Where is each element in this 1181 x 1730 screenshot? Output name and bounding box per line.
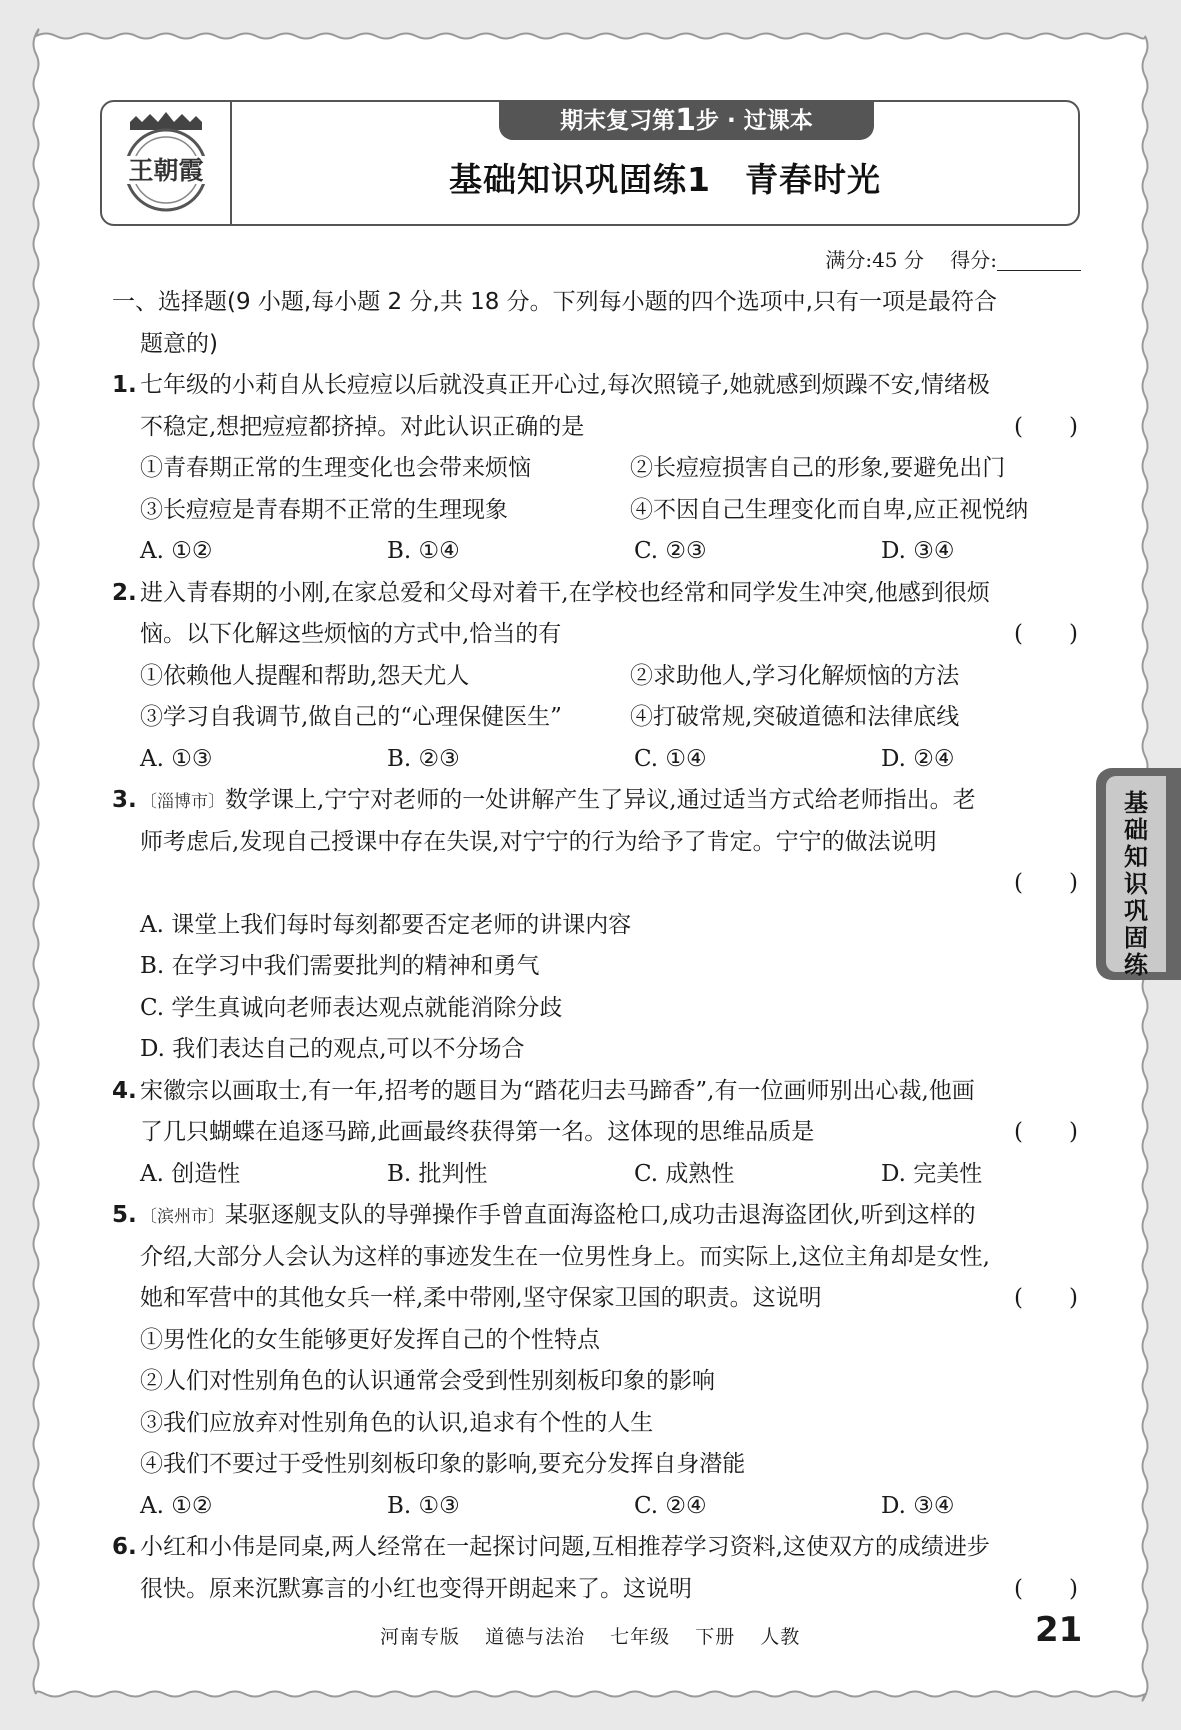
statement: ①男性化的女生能够更好发挥自己的个性特点 <box>140 1326 600 1353</box>
footer-volume: 下册 <box>695 1626 736 1648</box>
full-score: 满分:45 分 <box>825 248 924 272</box>
region-tag: 〔淄博市〕 <box>140 792 225 812</box>
answer-paren[interactable]: ( ) <box>1014 1575 1078 1602</box>
side-tab-char: 基 <box>1124 789 1148 817</box>
question-number: 1. <box>112 372 137 398</box>
footer <box>380 1622 818 1649</box>
step-prefix: 期末复习第 <box>560 108 676 134</box>
answer-paren[interactable]: ( ) <box>1014 1119 1078 1145</box>
side-tab-char: 巩 <box>1124 897 1148 925</box>
question-1-statements <box>112 448 1080 490</box>
question-number: 4. <box>112 1077 137 1104</box>
question-text: 某驱逐舰支队的导弹操作手曾直面海盗枪口,成功击退海盗团伙,听到这样的 <box>225 1202 976 1228</box>
option-d[interactable]: D. 我们表达自己的观点,可以不分场合 <box>140 1036 525 1062</box>
question-1-statements <box>112 490 1080 532</box>
question-2-stem <box>112 573 1080 615</box>
logo-cell <box>102 102 232 224</box>
option-a[interactable]: A. ①③ <box>140 745 213 772</box>
option-c[interactable]: C. ①④ <box>634 745 707 772</box>
option-a[interactable]: A. ①② <box>140 1492 213 1519</box>
answer-paren[interactable]: ( ) <box>1014 1285 1078 1311</box>
publisher-logo <box>110 108 222 218</box>
option-c[interactable]: C. ②③ <box>634 538 707 564</box>
question-1-options <box>112 531 1080 573</box>
side-tab <box>1096 768 1181 980</box>
option-d[interactable]: D. 完美性 <box>881 1160 983 1187</box>
question-text: 很快。原来沉默寡言的小红也变得开朗起来了。这说明 <box>140 1575 692 1602</box>
question-3-paren-line <box>112 863 1080 905</box>
option-a[interactable]: A. ①② <box>140 538 213 564</box>
question-5-stem <box>112 1195 1080 1237</box>
statement: ①依赖他人提醒和帮助,怨天尤人 <box>140 662 470 689</box>
answer-paren[interactable]: ( ) <box>1014 621 1078 647</box>
statement: ②人们对性别角色的认识通常会受到性别刻板印象的影响 <box>140 1368 715 1394</box>
step-suffix: 步 · 过课本 <box>696 108 813 134</box>
footer-publisher: 人教 <box>760 1626 801 1648</box>
option-b[interactable]: B. ①④ <box>387 538 460 564</box>
question-2-statements <box>112 697 1080 739</box>
option-c[interactable]: C. 成熟性 <box>634 1160 735 1187</box>
question-text: 小红和小伟是同桌,两人经常在一起探讨问题,互相推荐学习资料,这使双方的成绩进步 <box>140 1534 990 1560</box>
option-d[interactable]: D. ③④ <box>881 538 955 564</box>
side-tab-char: 识 <box>1124 870 1148 898</box>
section-title-cont: 题意的) <box>140 330 218 357</box>
statement: ④不因自己生理变化而自卑,应正视悦纳 <box>630 496 1029 523</box>
score-line <box>825 244 1081 273</box>
side-tab-label <box>1106 776 1166 979</box>
svg-text:王朝霞: 王朝霞 <box>128 156 204 185</box>
question-3-stem <box>112 780 1080 822</box>
section-title: 一、选择题(9 小题,每小题 2 分,共 18 分。下列每小题的四个选项中,只有一项是最符合 <box>112 289 997 315</box>
question-2-statements <box>112 656 1080 698</box>
page-number: 21 <box>1035 1610 1083 1650</box>
question-4-stem-cont <box>112 1112 1080 1154</box>
score-got-label: 得分: <box>950 248 997 272</box>
question-3-stem-cont: 师考虑后,发现自己授课中存在失误,对宁宁的行为给予了肯定。宁宁的做法说明 <box>140 828 937 855</box>
question-4-options <box>112 1154 1080 1196</box>
footer-edition: 河南专版 <box>380 1626 461 1648</box>
page-title: 基础知识巩固练1 青春时光 <box>449 160 881 199</box>
question-5-options <box>112 1486 1080 1528</box>
question-5-stem-cont <box>112 1278 1080 1320</box>
question-text: 宋徽宗以画取士,有一年,招考的题目为“踏花归去马蹄香”,有一位画师别出心裁,他画 <box>140 1077 975 1104</box>
option-c[interactable]: C. ②④ <box>634 1492 707 1519</box>
option-b[interactable]: B. ①③ <box>387 1492 460 1519</box>
step-number: 1 <box>675 103 697 138</box>
option-b[interactable]: B. 在学习中我们需要批判的精神和勇气 <box>140 953 540 979</box>
footer-grade: 七年级 <box>610 1626 671 1648</box>
option-d[interactable]: D. ②④ <box>881 745 955 772</box>
statement: ③长痘痘是青春期不正常的生理现象 <box>140 496 508 523</box>
answer-paren[interactable]: ( ) <box>1014 870 1078 896</box>
question-number: 3. <box>112 787 137 813</box>
score-blank[interactable] <box>997 250 1081 271</box>
question-number: 6. <box>112 1534 137 1560</box>
statement: ①青春期正常的生理变化也会带来烦恼 <box>140 455 531 481</box>
question-text: 了几只蝴蝶在追逐马蹄,此画最终获得第一名。这体现的思维品质是 <box>140 1119 815 1145</box>
question-1-stem-cont <box>112 407 1080 449</box>
option-d[interactable]: D. ③④ <box>881 1492 955 1519</box>
header-box <box>100 100 1080 226</box>
side-tab-char: 知 <box>1124 843 1148 871</box>
step-tab <box>499 102 874 140</box>
question-text: 她和军营中的其他女兵一样,柔中带刚,坚守保家卫国的职责。这说明 <box>140 1285 822 1311</box>
footer-subject: 道德与法治 <box>485 1626 586 1648</box>
question-text: 七年级的小莉自从长痘痘以后就没真正开心过,每次照镜子,她就感到烦躁不安,情绪极 <box>140 372 990 398</box>
statement: ④打破常规,突破道德和法律底线 <box>630 704 960 730</box>
statement: ②求助他人,学习化解烦恼的方法 <box>630 662 960 689</box>
option-a[interactable]: A. 课堂上我们每时每刻都要否定老师的讲课内容 <box>140 911 632 938</box>
question-6-stem-cont <box>112 1569 1080 1611</box>
option-b[interactable]: B. 批判性 <box>387 1160 488 1187</box>
statement: ④我们不要过于受性别刻板印象的影响,要充分发挥自身潜能 <box>140 1451 746 1477</box>
question-4-stem <box>112 1071 1080 1113</box>
question-2-stem-cont <box>112 614 1080 656</box>
question-list <box>112 282 1080 1610</box>
question-1-stem <box>112 365 1080 407</box>
question-2-options <box>112 739 1080 781</box>
question-text: 进入青春期的小刚,在家总爱和父母对着干,在学校也经常和同学发生冲突,他感到很烦 <box>140 579 990 606</box>
option-b[interactable]: B. ②③ <box>387 745 460 772</box>
statement: ③我们应放弃对性别角色的认识,追求有个性的人生 <box>140 1409 654 1436</box>
option-a[interactable]: A. 创造性 <box>140 1160 241 1187</box>
region-tag: 〔滨州市〕 <box>140 1207 225 1227</box>
question-text: 不稳定,想把痘痘都挤掉。对此认识正确的是 <box>140 413 585 440</box>
side-tab-char: 础 <box>1124 816 1148 844</box>
question-number: 5. <box>112 1202 137 1228</box>
question-text: 数学课上,宁宁对老师的一处讲解产生了异议,通过适当方式给老师指出。老 <box>225 787 976 813</box>
question-5-stem-cont: 介绍,大部分人会认为这样的事迹发生在一位男性身上。而实际上,这位主角却是女性, <box>140 1243 990 1270</box>
side-tab-char: 练 <box>1124 951 1148 979</box>
question-6-stem <box>112 1527 1080 1569</box>
question-text: 恼。以下化解这些烦恼的方式中,恰当的有 <box>140 621 562 647</box>
statement: ②长痘痘损害自己的形象,要避免出门 <box>630 455 1006 481</box>
answer-paren[interactable]: ( ) <box>1014 413 1078 440</box>
statement: ③学习自我调节,做自己的“心理保健医生” <box>140 704 562 730</box>
question-number: 2. <box>112 579 137 606</box>
side-tab-char: 固 <box>1124 924 1148 952</box>
option-c[interactable]: C. 学生真诚向老师表达观点就能消除分歧 <box>140 994 563 1021</box>
